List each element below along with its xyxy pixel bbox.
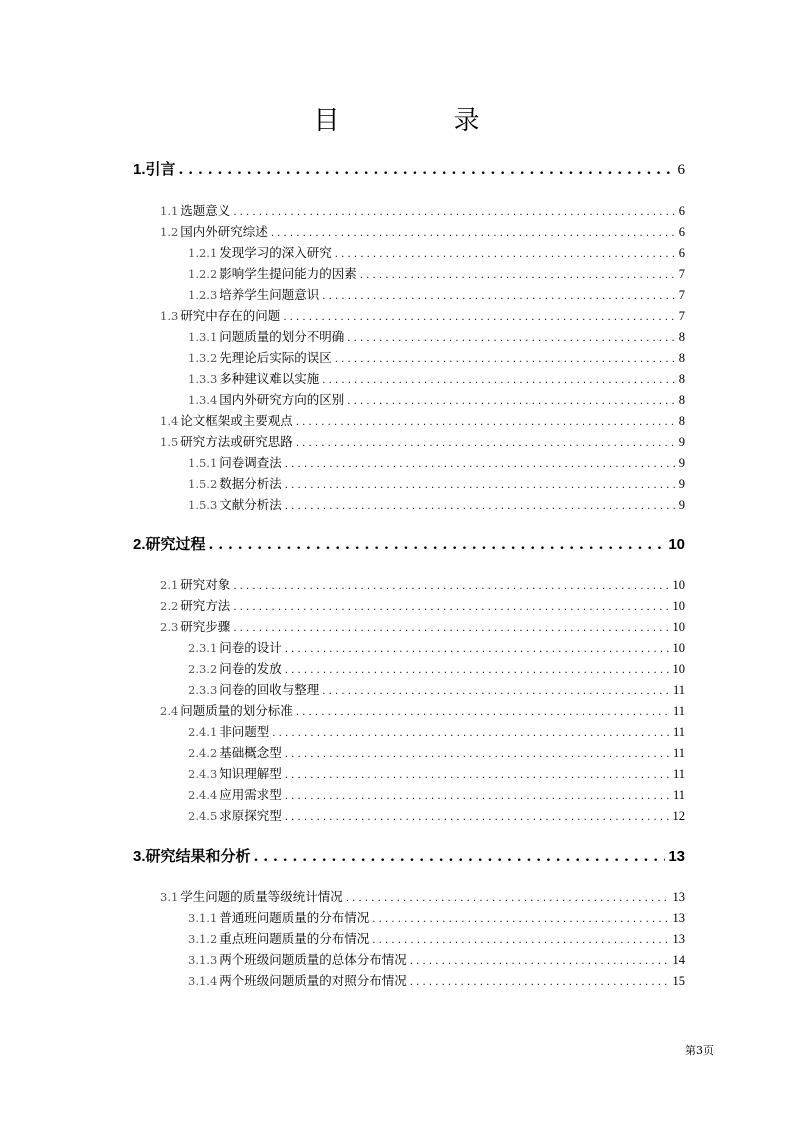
dot-leader <box>272 728 670 739</box>
dot-leader <box>285 480 676 491</box>
toc-entry-1-2-2[interactable] <box>188 264 685 282</box>
toc-entry-1-5-1[interactable] <box>188 453 685 471</box>
toc-entry-page: 8 <box>678 372 685 386</box>
toc-entry-2-4[interactable] <box>160 701 685 719</box>
toc-entry-page: 7 <box>678 309 685 323</box>
toc-entry-label: 研究过程 <box>145 535 206 553</box>
toc-entry-2-4-2[interactable] <box>188 743 685 761</box>
toc-entry-3-1-3[interactable] <box>188 950 685 968</box>
dot-leader <box>360 270 676 281</box>
toc-entry-number: 1.2.3 <box>188 288 218 302</box>
toc-entry-label: 选题意义 <box>180 203 231 218</box>
toc-entry-number: 2.4.1 <box>188 725 218 739</box>
toc-entry-label: 文献分析法 <box>219 497 282 512</box>
toc-entry-page: 10 <box>672 641 685 655</box>
dot-leader <box>285 501 676 512</box>
toc-entry-number: 1.3.2 <box>188 351 218 365</box>
toc-entry-number: 1.3.1 <box>188 330 218 344</box>
toc-entry-page: 10 <box>672 662 685 676</box>
dot-leader <box>283 312 675 323</box>
toc-entry-number: 2.3.1 <box>188 641 218 655</box>
toc-entry-page: 6 <box>677 162 685 178</box>
toc-entry-label: 学生问题的质量等级统计情况 <box>180 889 343 904</box>
dot-leader <box>285 665 670 676</box>
toc-entry-label: 应用需求型 <box>219 787 282 802</box>
toc-entry-page: 13 <box>668 848 685 865</box>
dot-leader <box>285 749 670 760</box>
toc-entry-page: 9 <box>678 435 685 449</box>
dot-leader <box>322 686 670 697</box>
dot-leader <box>285 459 676 470</box>
dot-leader <box>372 914 669 925</box>
toc-entry-number: 1.1 <box>160 204 179 218</box>
dot-leader <box>322 291 675 302</box>
toc-entry-chapter-2[interactable] <box>133 533 685 554</box>
toc-entry-number: 2.4.5 <box>188 809 218 823</box>
toc-entry-number: 1. <box>133 161 146 178</box>
toc-entry-1-3-4[interactable] <box>188 390 685 408</box>
toc-entry-label: 研究对象 <box>180 577 231 592</box>
toc-entry-number: 2.1 <box>160 578 179 592</box>
toc-entry-page: 13 <box>672 932 685 946</box>
toc-entry-page: 9 <box>678 498 685 512</box>
toc-entry-number: 1.2.2 <box>188 267 218 281</box>
toc-entry-page: 11 <box>672 788 685 802</box>
toc-entry-number: 1.5.3 <box>188 498 218 512</box>
toc-entry-page: 11 <box>672 767 685 781</box>
toc-entry-number: 1.2.1 <box>188 246 218 260</box>
dot-leader <box>233 581 669 592</box>
toc-entry-label: 数据分析法 <box>219 476 282 491</box>
toc-entry-label: 发现学习的深入研究 <box>219 245 332 260</box>
toc-entry-2-4-4[interactable] <box>188 785 685 803</box>
dot-leader <box>335 249 676 260</box>
toc-entry-page: 8 <box>678 351 685 365</box>
toc-entry-page: 6 <box>678 204 685 218</box>
toc-entry-1-2-3[interactable] <box>188 285 685 303</box>
toc-entry-label: 国内外研究方向的区别 <box>219 392 345 407</box>
dot-leader <box>254 849 666 865</box>
toc-entry-1-4[interactable] <box>160 411 685 429</box>
toc-entry-label: 多种建议难以实施 <box>219 371 320 386</box>
dot-leader <box>347 396 675 407</box>
toc-entry-label: 研究中存在的问题 <box>180 308 281 323</box>
dot-leader <box>233 623 669 634</box>
dot-leader <box>233 602 669 613</box>
toc-entry-2-3-2[interactable] <box>188 659 685 677</box>
dot-leader <box>347 333 675 344</box>
toc-entry-number: 2.4.4 <box>188 788 218 802</box>
dot-leader <box>285 644 670 655</box>
toc-entry-3-1-2[interactable] <box>188 929 685 947</box>
toc-entry-page: 8 <box>678 414 685 428</box>
dot-leader <box>296 417 676 428</box>
dot-leader <box>335 354 676 365</box>
toc-entry-label: 两个班级问题质量的总体分布情况 <box>219 952 407 967</box>
toc-entry-2-3[interactable] <box>160 617 685 635</box>
toc-entry-page: 13 <box>672 890 685 904</box>
toc-entry-page: 10 <box>672 599 685 613</box>
toc-entry-number: 2.4 <box>160 704 179 718</box>
toc-entry-page: 11 <box>672 725 685 739</box>
toc-entry-label: 普通班问题质量的分布情况 <box>219 910 370 925</box>
toc-entry-page: 9 <box>678 456 685 470</box>
toc-entry-label: 问卷的回收与整理 <box>219 682 320 697</box>
toc-entry-number: 1.2 <box>160 225 179 239</box>
dot-leader <box>372 935 669 946</box>
toc-entry-label: 研究步骤 <box>180 619 231 634</box>
toc-entry-number: 1.5.2 <box>188 477 218 491</box>
toc-entry-number: 1.3.4 <box>188 393 218 407</box>
toc-entry-page: 9 <box>678 477 685 491</box>
toc-entry-1-3-3[interactable] <box>188 369 685 387</box>
toc-entry-number: 1.5 <box>160 435 179 449</box>
toc-entry-label: 重点班问题质量的分布情况 <box>219 931 370 946</box>
toc-entry-2-4-3[interactable] <box>188 764 685 782</box>
toc-entry-page: 13 <box>672 911 685 925</box>
toc-entry-2-2[interactable] <box>160 596 685 614</box>
toc-entry-page: 15 <box>672 974 685 988</box>
toc-entry-1-3[interactable] <box>160 306 685 324</box>
toc-entry-label: 先理论后实际的误区 <box>219 350 332 365</box>
toc-entry-page: 8 <box>678 330 685 344</box>
dot-leader <box>410 977 670 988</box>
toc-entry-2-3-1[interactable] <box>188 638 685 656</box>
dot-leader <box>285 812 670 823</box>
dot-leader <box>285 770 670 781</box>
toc-entry-page: 11 <box>672 704 685 718</box>
dot-leader <box>209 537 666 553</box>
toc-entry-label: 研究结果和分析 <box>145 847 251 865</box>
toc-entry-label: 国内外研究综述 <box>180 224 268 239</box>
toc-entry-number: 2.3.2 <box>188 662 218 676</box>
toc-entry-label: 问题质量的划分不明确 <box>219 329 345 344</box>
toc-entry-page: 11 <box>672 746 685 760</box>
page-number-footer: 第3页 <box>685 1044 714 1057</box>
toc-entry-3-1[interactable] <box>160 887 685 905</box>
toc-entry-2-3-3[interactable] <box>188 680 685 698</box>
toc-entry-label: 问题质量的划分标准 <box>180 703 293 718</box>
toc-entry-label: 问卷的发放 <box>219 661 282 676</box>
toc-entry-1-1[interactable] <box>160 201 685 219</box>
toc-entry-number: 1.3 <box>160 309 179 323</box>
dot-leader <box>271 228 676 239</box>
toc-entry-page: 7 <box>678 288 685 302</box>
toc-entry-page: 10 <box>672 578 685 592</box>
dot-leader <box>322 375 675 386</box>
dot-leader <box>346 893 670 904</box>
toc-entry-label: 两个班级问题质量的对照分布情况 <box>219 973 407 988</box>
toc-entry-label: 问卷调查法 <box>219 455 282 470</box>
toc-entry-label: 知识理解型 <box>219 766 282 781</box>
toc-entry-number: 2.4.2 <box>188 746 218 760</box>
toc-entry-page: 6 <box>678 246 685 260</box>
toc-entry-1-3-1[interactable] <box>188 327 685 345</box>
toc-entry-label: 求原探究型 <box>219 808 282 823</box>
toc-entry-number: 3.1.1 <box>188 911 218 925</box>
toc-entry-label: 研究方法 <box>180 598 231 613</box>
toc-entry-page: 14 <box>672 953 685 967</box>
toc-entry-chapter-1[interactable] <box>133 158 685 179</box>
toc-entry-page: 7 <box>678 267 685 281</box>
toc-entry-number: 1.4 <box>160 414 179 428</box>
toc-entry-page: 10 <box>672 620 685 634</box>
toc-entry-page: 8 <box>678 393 685 407</box>
toc-entry-page: 6 <box>678 225 685 239</box>
toc-entry-number: 3.1.3 <box>188 953 218 967</box>
toc-entry-1-5-3[interactable] <box>188 495 685 513</box>
page-title: 目 录 <box>313 106 524 136</box>
toc-entry-number: 2.3.3 <box>188 683 218 697</box>
toc-entry-2-4-1[interactable] <box>188 722 685 740</box>
toc-entry-label: 论文框架或主要观点 <box>180 413 293 428</box>
toc-entry-page: 11 <box>672 683 685 697</box>
toc-entry-label: 引言 <box>145 160 176 178</box>
toc-entry-2-1[interactable] <box>160 575 685 593</box>
toc-entry-1-2[interactable] <box>160 222 685 240</box>
toc-entry-1-5[interactable] <box>160 432 685 450</box>
toc-entry-number: 2.3 <box>160 620 179 634</box>
toc-entry-label: 影响学生提问能力的因素 <box>219 266 357 281</box>
dot-leader <box>285 791 670 802</box>
toc-entry-number: 2.4.3 <box>188 767 218 781</box>
toc-entry-number: 1.5.1 <box>188 456 218 470</box>
toc-entry-1-3-2[interactable] <box>188 348 685 366</box>
toc-entry-number: 1.3.3 <box>188 372 218 386</box>
toc-entry-number: 3. <box>133 848 146 865</box>
toc-entry-number: 2. <box>133 536 146 553</box>
toc-entry-label: 培养学生问题意识 <box>219 287 320 302</box>
toc-entry-label: 非问题型 <box>219 724 270 739</box>
dot-leader <box>296 707 670 718</box>
toc-entry-chapter-3[interactable] <box>133 845 685 866</box>
toc-entry-label: 研究方法或研究思路 <box>180 434 293 449</box>
dot-leader <box>233 207 675 218</box>
toc-entry-number: 3.1.4 <box>188 974 218 988</box>
toc-entry-page: 10 <box>668 536 685 553</box>
toc-entry-number: 3.1.2 <box>188 932 218 946</box>
toc-entry-1-5-2[interactable] <box>188 474 685 492</box>
toc-entry-page: 12 <box>672 809 685 823</box>
toc-entry-2-4-5[interactable] <box>188 806 685 824</box>
dot-leader <box>179 162 675 178</box>
dot-leader <box>410 956 670 967</box>
toc-entry-number: 3.1 <box>160 890 179 904</box>
toc-entry-label: 问卷的设计 <box>219 640 282 655</box>
toc-entry-3-1-1[interactable] <box>188 908 685 926</box>
toc-entry-label: 基础概念型 <box>219 745 282 760</box>
toc-entry-number: 2.2 <box>160 599 179 613</box>
dot-leader <box>296 438 676 449</box>
toc-entry-1-2-1[interactable] <box>188 243 685 261</box>
toc-entry-3-1-4[interactable] <box>188 971 685 989</box>
